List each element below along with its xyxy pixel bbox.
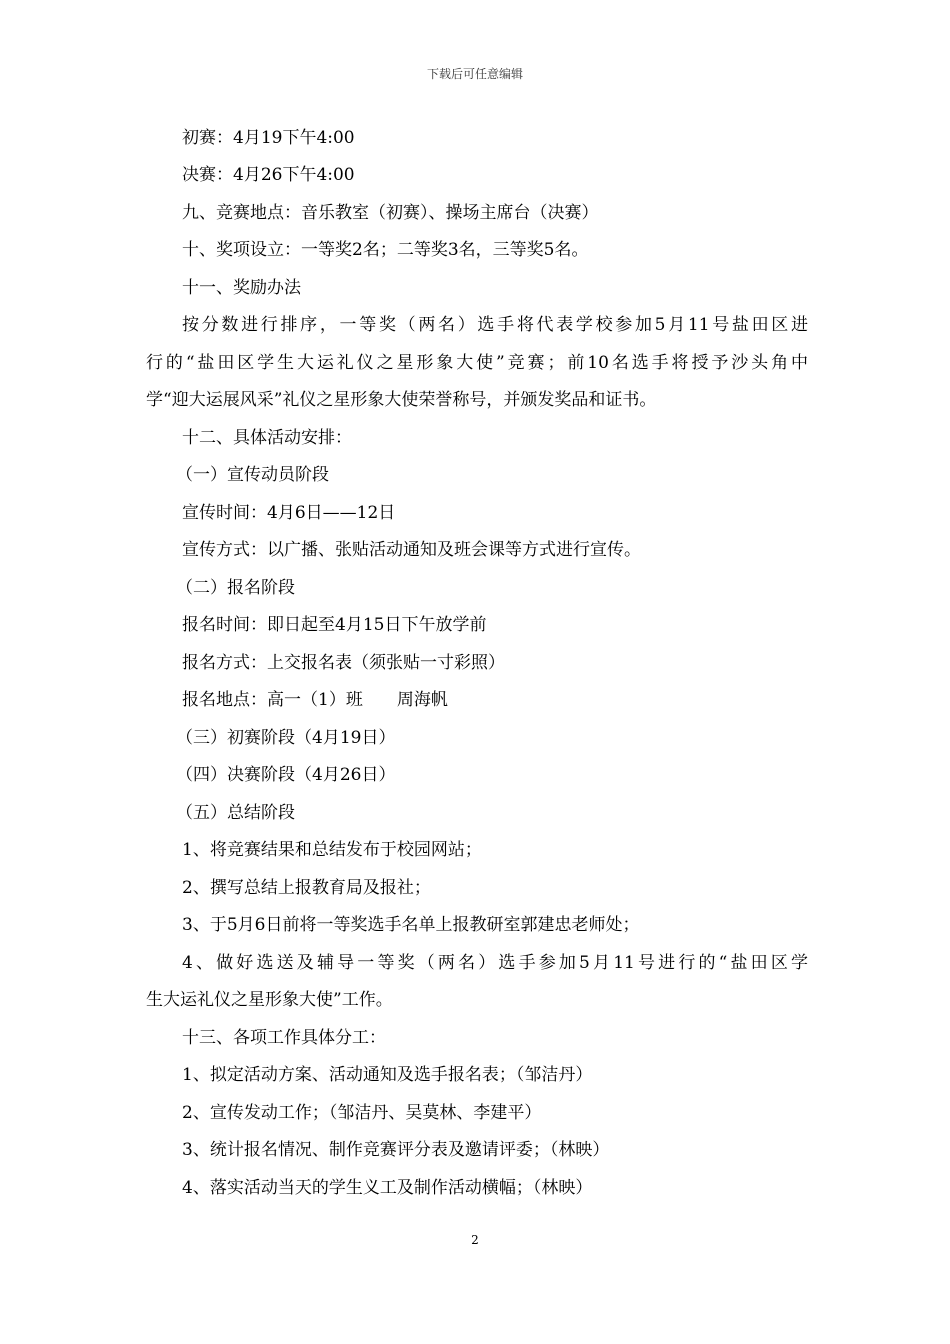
task-item-2: 2、宣传发动工作；（邹洁丹、吴莫林、李建平） [182, 1103, 542, 1123]
summary-item-4-continued: 生大运礼仪之星形象大使”工作。 [146, 990, 393, 1010]
section-11-paragraph-line: 按分数进行排序，一等奖（两名）选手将代表学校参加5月11号盐田区进 [182, 315, 808, 335]
section-11-heading: 十一、奖励办法 [182, 278, 301, 298]
section-11-paragraph-line: 学“迎大运展风采”礼仪之星形象大使荣誉称号，并颁发奖品和证书。 [146, 390, 657, 410]
summary-item-3: 3、于5月6日前将一等奖选手名单上报教研室郭建忠老师处； [182, 915, 640, 935]
stage-4-heading: （四）决赛阶段（4月26日） [176, 765, 396, 785]
summary-item-1: 1、将竞赛结果和总结发布于校园网站； [182, 840, 482, 860]
page-header: 下载后可任意编辑 [426, 67, 523, 81]
section-9-venue: 九、竞赛地点：音乐教室（初赛）、操场主席台（决赛） [182, 203, 599, 223]
task-item-3: 3、统计报名情况、制作竞赛评分表及邀请评委；（林映） [182, 1140, 610, 1160]
registration-time: 报名时间：即日起至4月15日下午放学前 [182, 615, 487, 635]
publicity-method: 宣传方式：以广播、张贴活动通知及班会课等方式进行宣传。 [182, 540, 641, 560]
task-item-1: 1、拟定活动方案、活动通知及选手报名表；（邹洁丹） [182, 1065, 593, 1085]
schedule-preliminary: 初赛：4月19下午4:00 [182, 128, 355, 148]
stage-2-heading: （二）报名阶段 [176, 578, 295, 598]
summary-item-2: 2、撰写总结上报教育局及报社； [182, 878, 431, 898]
stage-5-heading: （五）总结阶段 [176, 803, 295, 823]
section-10-awards: 十、奖项设立：一等奖2名；二等奖3名，三等奖5名。 [182, 240, 589, 260]
section-12-heading: 十二、具体活动安排： [182, 428, 352, 448]
stage-3-heading: （三）初赛阶段（4月19日） [176, 728, 396, 748]
task-item-4: 4、落实活动当天的学生义工及制作活动横幅；（林映） [182, 1178, 593, 1198]
section-13-heading: 十三、各项工作具体分工： [182, 1028, 386, 1048]
stage-1-heading: （一）宣传动员阶段 [176, 465, 329, 485]
summary-item-4: 4、做好选送及辅导一等奖（两名）选手参加5月11号进行的“盐田区学 [182, 953, 808, 973]
registration-method: 报名方式：上交报名表（须张贴一寸彩照） [182, 653, 505, 673]
page-number: 2 [471, 1233, 479, 1247]
publicity-time: 宣传时间：4月6日——12日 [182, 503, 396, 523]
section-11-paragraph-line: 行的“盐田区学生大运礼仪之星形象大使”竞赛；前10名选手将授予沙头角中 [146, 353, 808, 373]
schedule-final: 决赛：4月26下午4:00 [182, 165, 355, 185]
registration-location: 报名地点：高一（1）班 周海帆 [182, 690, 448, 710]
